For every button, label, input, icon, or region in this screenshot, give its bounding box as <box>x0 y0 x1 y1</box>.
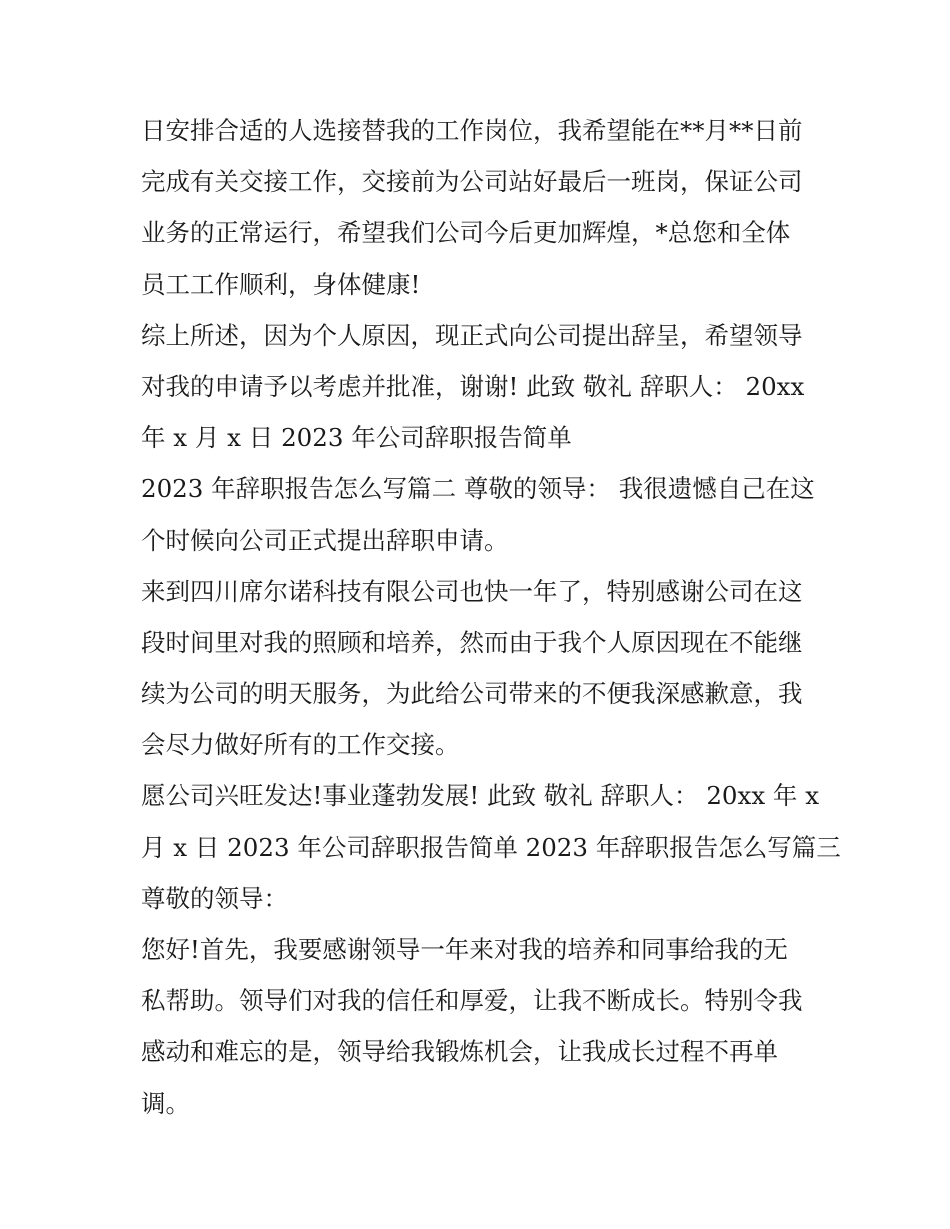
text-line: 综上所述，因为个人原因，现正式向公司提出辞呈，希望领导 <box>141 320 803 350</box>
text-line: 员工工作顺利，身体健康! <box>141 269 421 299</box>
text-line: 完成有关交接工作，交接前为公司站好最后一班岗，保证公司 <box>141 167 803 197</box>
text-line: 对我的申请予以考虑并批准，谢谢! 此致 敬礼 辞职人： 20xx <box>141 371 805 401</box>
text-line: 年 x 月 x 日 2023 年公司辞职报告简单 <box>141 423 572 453</box>
text-line: 业务的正常运行，希望我们公司今后更加辉煌，*总您和全体 <box>141 218 791 248</box>
text-line: 会尽力做好所有的工作交接。 <box>141 730 460 760</box>
text-line: 月 x 日 2023 年公司辞职报告简单 2023 年辞职报告怎么写篇三 <box>141 832 841 862</box>
text-line: 尊敬的领导： <box>141 883 288 913</box>
text-line: 段时间里对我的照顾和培养，然而由于我个人原因现在不能继 <box>141 627 803 657</box>
text-line: 私帮助。领导们对我的信任和厚爱，让我不断成长。特别令我 <box>141 986 803 1016</box>
document-body <box>141 105 841 1129</box>
text-line: 2023 年辞职报告怎么写篇二 尊敬的领导： 我很遗憾自己在这 <box>141 474 815 504</box>
text-line: 调。 <box>141 1088 190 1118</box>
text-line: 来到四川席尔诺科技有限公司也快一年了，特别感谢公司在这 <box>141 576 803 606</box>
text-line: 续为公司的明天服务，为此给公司带来的不便我深感歉意，我 <box>141 679 803 709</box>
text-line: 日安排合适的人选接替我的工作岗位，我希望能在**月**日前 <box>141 116 803 145</box>
text-line: 愿公司兴旺发达!事业蓬勃发展! 此致 敬礼 辞职人： 20xx 年 x <box>141 781 820 811</box>
text-line: 感动和难忘的是，领导给我锻炼机会，让我成长过程不再单 <box>141 1037 778 1067</box>
text-line: 个时候向公司正式提出辞职申请。 <box>141 525 509 555</box>
text-line: 您好!首先，我要感谢领导一年来对我的培养和同事给我的无 <box>141 935 788 964</box>
